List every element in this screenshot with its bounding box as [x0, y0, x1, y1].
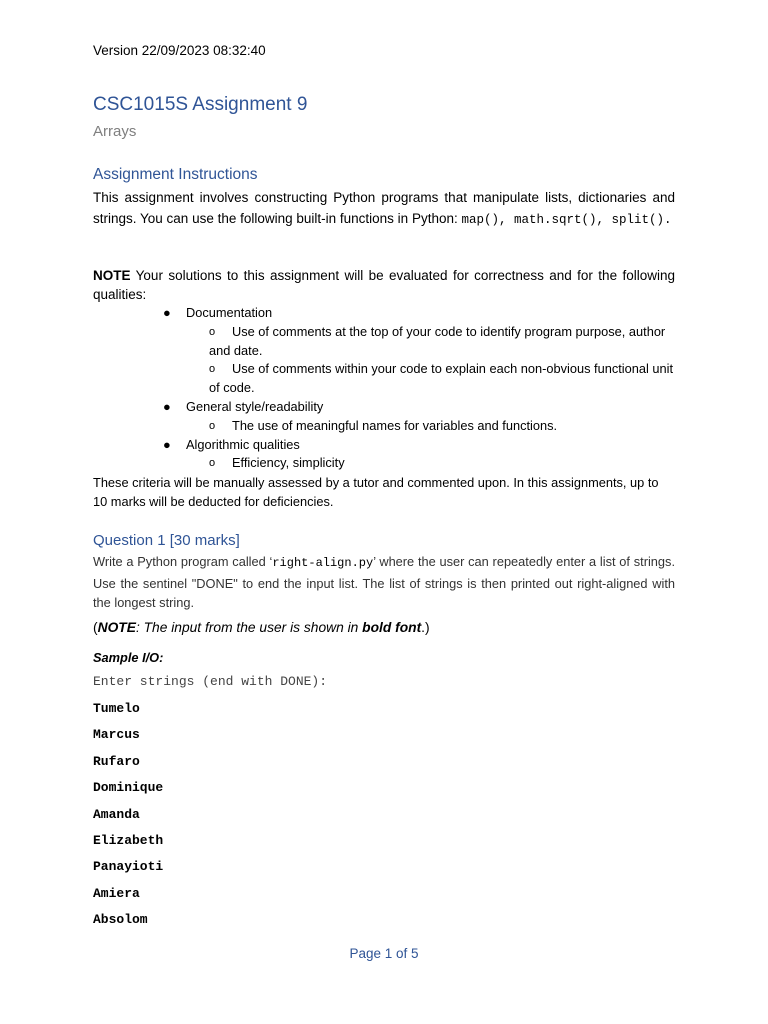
circle-bullet-icon: o: [209, 325, 216, 338]
io-input-line: Absolom: [93, 912, 148, 927]
version-stamp: Version 22/09/2023 08:32:40: [93, 43, 266, 58]
io-input-line: Rufaro: [93, 754, 140, 769]
question1-text: Write a Python program called ‘right-align.py’ where the user can repeatedly enter a list of strings. Use the sentinel "DONE" to end the input list. The list of strings is then printed out right-aligned with the longest string.: [93, 554, 675, 610]
io-prompt: Enter strings (end with DONE):: [93, 674, 328, 689]
bullet-icon: ●: [163, 398, 171, 414]
filename: right-align.py: [272, 556, 374, 570]
io-input-line: Marcus: [93, 727, 140, 742]
criteria-paragraph: These criteria will be manually assessed by a tutor and commented upon. In this assignments, up to 10 marks will be deducted for deficiencies.: [93, 475, 659, 509]
qualities-list: [93, 304, 675, 473]
io-input-line: Dominique: [93, 780, 164, 795]
circle-bullet-icon: o: [209, 457, 216, 470]
instructions-intro: This assignment involves constructing Python programs that manipulate lists, dictionaries and strings. You can use the following built-in functions in Python: map(), math.sqrt(), split().: [93, 190, 675, 227]
sample-io-label: Sample I/O:: [93, 650, 164, 665]
list-item: ● Documentation: [93, 304, 675, 323]
circle-bullet-icon: o: [209, 363, 216, 376]
io-input-line: Amiera: [93, 886, 140, 901]
input-note: (NOTE: The input from the user is shown in bold font.): [93, 620, 430, 635]
note-label: NOTE: [93, 268, 131, 283]
list-item: ● Algorithmic qualities: [93, 436, 675, 455]
page-number-footer: Page 1 of 5: [349, 946, 419, 961]
io-input-line: Elizabeth: [93, 833, 164, 848]
io-input-line: Tumelo: [93, 701, 140, 716]
io-input-line: Amanda: [93, 807, 140, 822]
list-subitem: o Use of comments within your code to explain each non-obvious functional unit of code.: [209, 361, 674, 396]
list-subitem: o Efficiency, simplicity: [93, 454, 675, 473]
document-subtitle: Arrays: [93, 123, 137, 140]
document-title: CSC1015S Assignment 9: [93, 94, 308, 115]
list-item: ● General style/readability: [93, 398, 675, 417]
list-subitem: o The use of meaningful names for variables and functions.: [93, 417, 675, 436]
instructions-heading: Assignment Instructions: [93, 166, 258, 183]
bullet-icon: ●: [163, 305, 171, 320]
function-list: map(), math.sqrt(), split().: [461, 212, 672, 227]
circle-bullet-icon: o: [209, 419, 216, 432]
io-input-line: Panayioti: [93, 859, 164, 874]
question1-heading: Question 1 [30 marks]: [93, 532, 240, 549]
bullet-icon: ●: [163, 436, 171, 452]
list-subitem: o Use of comments at the top of your code to identify program purpose, author and date.: [209, 323, 666, 358]
note-paragraph: NOTE Your solutions to this assignment will be evaluated for correctness and for the following qualities:: [93, 268, 675, 302]
